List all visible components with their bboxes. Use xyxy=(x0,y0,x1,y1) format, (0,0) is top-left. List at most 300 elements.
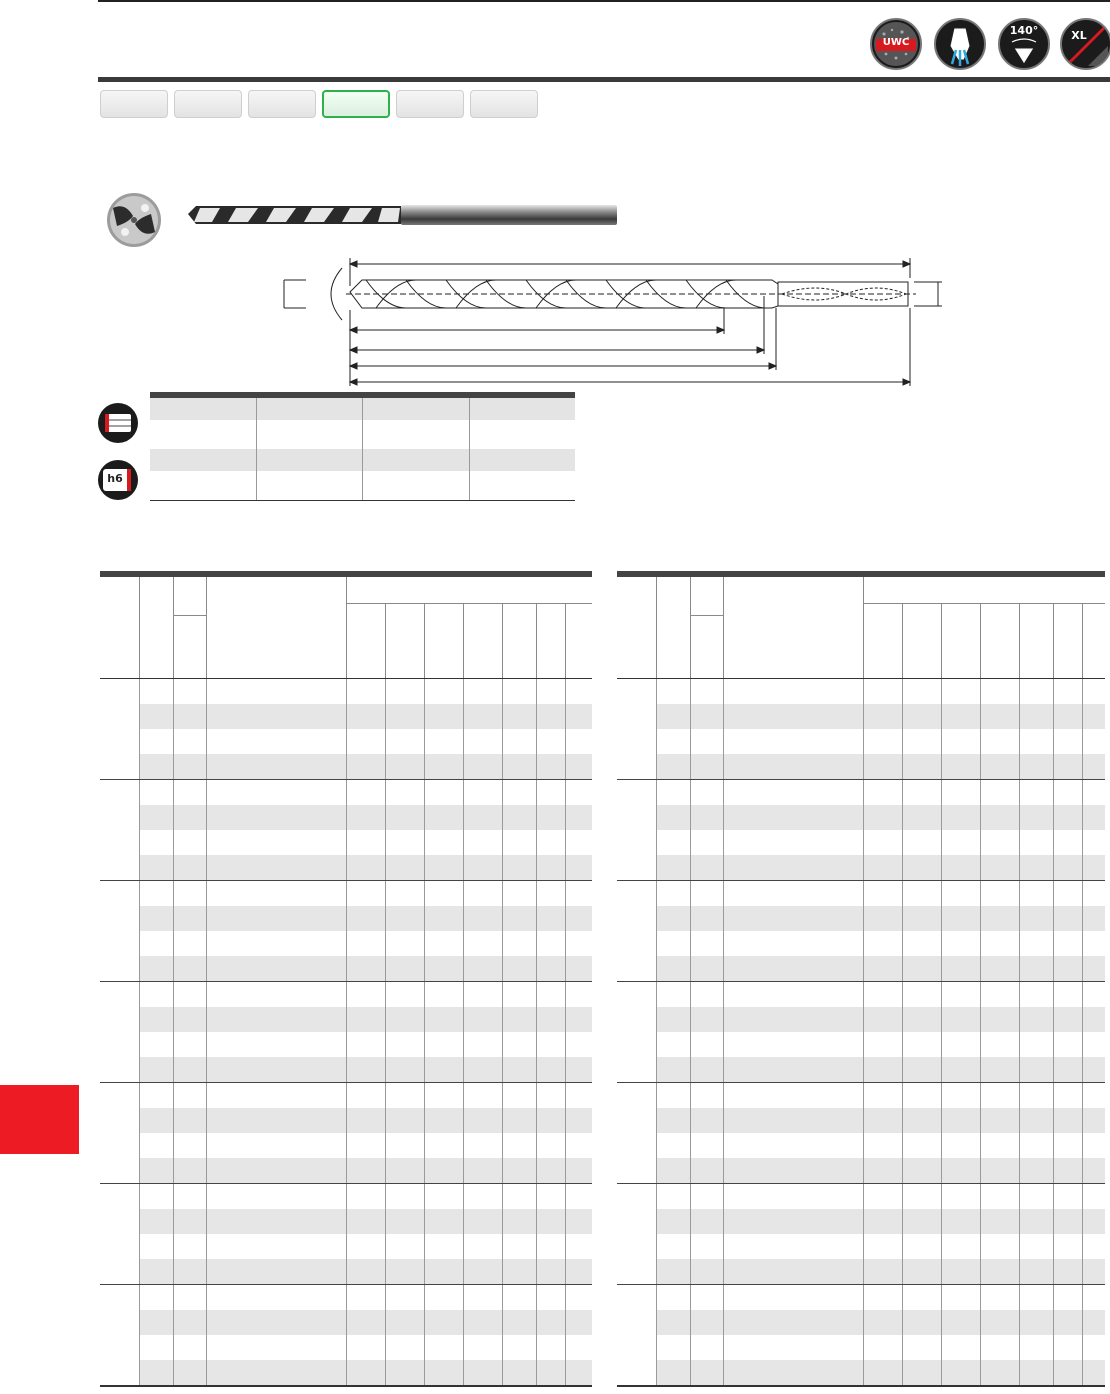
table-cell xyxy=(463,679,502,704)
table-cell xyxy=(424,1234,463,1259)
table-cell xyxy=(1019,881,1053,906)
table-cell xyxy=(690,1335,723,1360)
table-cell xyxy=(502,1335,536,1360)
table-row xyxy=(656,1184,1105,1209)
table-cell xyxy=(656,1057,690,1082)
table-row xyxy=(656,780,1105,805)
table-cell xyxy=(690,1310,723,1335)
table-cell xyxy=(565,1360,592,1385)
table-cell xyxy=(173,1032,206,1057)
table-cell xyxy=(1053,754,1082,779)
table-row xyxy=(139,1158,592,1183)
table-cell xyxy=(565,982,592,1007)
table-cell xyxy=(980,1310,1019,1335)
shank-tolerance-label: h6 xyxy=(107,472,123,485)
table-cell xyxy=(139,679,173,704)
table-row xyxy=(139,931,592,956)
coolant-badge-icon xyxy=(934,18,986,70)
table-cell xyxy=(173,1133,206,1158)
table-cell xyxy=(424,1133,463,1158)
table-row xyxy=(656,956,1105,981)
table-cell xyxy=(173,1335,206,1360)
table-cell xyxy=(502,881,536,906)
table-cell xyxy=(424,1083,463,1108)
table-row xyxy=(656,679,1105,704)
table-cell xyxy=(941,906,980,931)
table-cell xyxy=(656,780,690,805)
table-row xyxy=(139,906,592,931)
table-cell xyxy=(173,1184,206,1209)
table-cell xyxy=(1082,982,1105,1007)
table-cell xyxy=(1053,881,1082,906)
table-cell xyxy=(565,1209,592,1234)
table-cell xyxy=(424,881,463,906)
table-cell xyxy=(656,956,690,981)
table-cell xyxy=(463,1335,502,1360)
table-cell xyxy=(424,1032,463,1057)
table-cell xyxy=(1019,1209,1053,1234)
table-cell xyxy=(139,780,173,805)
group-label-cell xyxy=(100,780,139,880)
table-row xyxy=(656,1108,1105,1133)
table-cell xyxy=(1082,1285,1105,1310)
table-cell xyxy=(346,1057,385,1082)
table-row xyxy=(139,1234,592,1259)
table-cell xyxy=(139,1184,173,1209)
table-cell xyxy=(941,956,980,981)
table-cell xyxy=(463,881,502,906)
table-cell xyxy=(565,1108,592,1133)
table-cell xyxy=(980,1360,1019,1385)
table-cell xyxy=(424,1108,463,1133)
table-cell xyxy=(385,982,424,1007)
table-cell xyxy=(206,881,346,906)
right-table-row-group xyxy=(617,679,1105,780)
group-label-cell xyxy=(617,881,656,981)
table-cell xyxy=(690,855,723,880)
spec-table-bottom-rule xyxy=(150,500,575,501)
table-cell xyxy=(536,1310,565,1335)
table-cell xyxy=(346,1108,385,1133)
right-table-row-group xyxy=(617,1083,1105,1184)
table-cell xyxy=(690,729,723,754)
table-cell xyxy=(980,906,1019,931)
table-cell xyxy=(502,754,536,779)
table-row xyxy=(139,1057,592,1082)
table-cell xyxy=(139,1234,173,1259)
table-cell xyxy=(206,754,346,779)
table-cell xyxy=(346,1007,385,1032)
table-cell xyxy=(346,1285,385,1310)
table-cell xyxy=(565,931,592,956)
table-cell xyxy=(536,1360,565,1385)
table-cell xyxy=(565,754,592,779)
table-cell xyxy=(863,956,902,981)
table-cell xyxy=(1082,704,1105,729)
uwc-badge-icon xyxy=(870,18,922,70)
table-cell xyxy=(1053,982,1082,1007)
table-cell xyxy=(1082,1184,1105,1209)
table-cell xyxy=(139,1032,173,1057)
table-cell xyxy=(980,931,1019,956)
table-cell xyxy=(980,830,1019,855)
table-cell xyxy=(346,830,385,855)
table-cell xyxy=(463,1007,502,1032)
table-row xyxy=(139,855,592,880)
table-cell xyxy=(463,931,502,956)
table-cell xyxy=(723,1360,863,1385)
table-cell xyxy=(1019,1158,1053,1183)
table-row xyxy=(656,805,1105,830)
table-cell xyxy=(902,1310,941,1335)
table-cell xyxy=(424,754,463,779)
table-cell xyxy=(346,931,385,956)
table-row xyxy=(656,1133,1105,1158)
table-cell xyxy=(424,1007,463,1032)
table-cell xyxy=(941,830,980,855)
point-angle-badge-label: 140° xyxy=(1009,24,1039,37)
table-row xyxy=(139,729,592,754)
table-row xyxy=(656,855,1105,880)
table-cell xyxy=(1019,1083,1053,1108)
table-cell xyxy=(980,729,1019,754)
table-cell xyxy=(902,780,941,805)
table-cell xyxy=(502,1007,536,1032)
table-cell xyxy=(536,1259,565,1284)
table-cell xyxy=(690,1158,723,1183)
table-cell xyxy=(723,982,863,1007)
table-cell xyxy=(690,830,723,855)
spec-cell xyxy=(470,398,576,420)
table-cell xyxy=(173,931,206,956)
table-cell xyxy=(941,1360,980,1385)
table-cell xyxy=(656,1285,690,1310)
table-row xyxy=(139,1335,592,1360)
table-cell xyxy=(385,830,424,855)
table-cell xyxy=(1082,1259,1105,1284)
table-cell xyxy=(980,1007,1019,1032)
table-cell xyxy=(536,1158,565,1183)
table-cell xyxy=(1053,1259,1082,1284)
table-cell xyxy=(139,1108,173,1133)
table-cell xyxy=(863,906,902,931)
table-cell xyxy=(690,1032,723,1057)
table-cell xyxy=(565,1133,592,1158)
table-cell xyxy=(656,805,690,830)
table-cell xyxy=(1053,956,1082,981)
table-cell xyxy=(206,1310,346,1335)
table-cell xyxy=(139,805,173,830)
table-row xyxy=(139,956,592,981)
table-cell xyxy=(536,1335,565,1360)
table-cell xyxy=(656,729,690,754)
table-cell xyxy=(941,1032,980,1057)
table-cell xyxy=(463,956,502,981)
table-cell xyxy=(206,1360,346,1385)
table-cell xyxy=(690,1057,723,1082)
table-cell xyxy=(424,830,463,855)
table-cell xyxy=(463,704,502,729)
table-cell xyxy=(723,754,863,779)
tab-4-active[interactable] xyxy=(322,90,390,118)
table-cell xyxy=(206,931,346,956)
table-row xyxy=(656,1360,1105,1385)
table-cell xyxy=(980,1083,1019,1108)
table-cell xyxy=(1082,754,1105,779)
table-cell xyxy=(139,1209,173,1234)
table-cell xyxy=(723,1209,863,1234)
table-cell xyxy=(463,1259,502,1284)
table-cell xyxy=(346,1209,385,1234)
table-cell xyxy=(536,830,565,855)
left-table-row-group xyxy=(100,1285,592,1387)
table-row xyxy=(139,1209,592,1234)
table-cell xyxy=(502,931,536,956)
table-cell xyxy=(206,1032,346,1057)
table-row xyxy=(139,1133,592,1158)
table-cell xyxy=(346,780,385,805)
table-cell xyxy=(1019,1108,1053,1133)
table-row xyxy=(656,1007,1105,1032)
table-cell xyxy=(139,855,173,880)
table-cell xyxy=(1019,982,1053,1007)
table-cell xyxy=(424,704,463,729)
table-cell xyxy=(346,805,385,830)
table-cell xyxy=(1053,1158,1082,1183)
table-cell xyxy=(1082,679,1105,704)
tab-3[interactable] xyxy=(248,90,316,118)
table-cell xyxy=(941,1108,980,1133)
table-cell xyxy=(656,1108,690,1133)
table-cell xyxy=(385,1234,424,1259)
tab-1[interactable] xyxy=(100,90,168,118)
table-cell xyxy=(690,1184,723,1209)
table-cell xyxy=(385,1285,424,1310)
table-cell xyxy=(463,1032,502,1057)
table-cell xyxy=(941,855,980,880)
table-cell xyxy=(1019,1335,1053,1360)
table-row xyxy=(656,704,1105,729)
table-cell xyxy=(723,1184,863,1209)
table-row xyxy=(656,754,1105,779)
tab-5[interactable] xyxy=(396,90,464,118)
table-cell xyxy=(139,1083,173,1108)
table-cell xyxy=(902,704,941,729)
table-cell xyxy=(723,1007,863,1032)
spec-cell xyxy=(470,420,576,449)
table-cell xyxy=(536,780,565,805)
table-cell xyxy=(902,881,941,906)
table-cell xyxy=(690,704,723,729)
table-cell xyxy=(206,1108,346,1133)
table-cell xyxy=(346,982,385,1007)
table-cell xyxy=(902,1360,941,1385)
table-cell xyxy=(502,855,536,880)
table-cell xyxy=(502,956,536,981)
table-cell xyxy=(536,881,565,906)
table-cell xyxy=(346,754,385,779)
table-row xyxy=(656,1057,1105,1082)
table-cell xyxy=(902,1335,941,1360)
table-cell xyxy=(206,1285,346,1310)
table-cell xyxy=(173,1259,206,1284)
table-cell xyxy=(656,1133,690,1158)
table-cell xyxy=(723,1158,863,1183)
section-side-tab[interactable] xyxy=(0,1085,79,1154)
table-cell xyxy=(863,1057,902,1082)
spec-cell xyxy=(257,471,364,500)
tab-2[interactable] xyxy=(174,90,242,118)
table-cell xyxy=(173,679,206,704)
table-cell xyxy=(980,1184,1019,1209)
table-cell xyxy=(1053,1007,1082,1032)
group-label-cell xyxy=(617,679,656,779)
table-cell xyxy=(206,1184,346,1209)
table-cell xyxy=(424,679,463,704)
table-cell xyxy=(723,1108,863,1133)
table-cell xyxy=(536,956,565,981)
table-row xyxy=(656,982,1105,1007)
table-cell xyxy=(463,830,502,855)
table-cell xyxy=(690,805,723,830)
table-cell xyxy=(863,1007,902,1032)
table-cell xyxy=(463,1285,502,1310)
table-cell xyxy=(1053,679,1082,704)
table-cell xyxy=(385,881,424,906)
table-cell xyxy=(1053,1360,1082,1385)
table-cell xyxy=(206,1234,346,1259)
table-cell xyxy=(690,1133,723,1158)
table-cell xyxy=(173,805,206,830)
table-row xyxy=(656,1234,1105,1259)
table-cell xyxy=(902,1285,941,1310)
table-cell xyxy=(463,855,502,880)
table-cell xyxy=(424,780,463,805)
table-cell xyxy=(385,1259,424,1284)
table-cell xyxy=(206,780,346,805)
table-cell xyxy=(723,780,863,805)
table-cell xyxy=(1019,679,1053,704)
table-cell xyxy=(863,1108,902,1133)
table-cell xyxy=(863,1032,902,1057)
table-cell xyxy=(139,982,173,1007)
table-cell xyxy=(173,982,206,1007)
table-cell xyxy=(385,1209,424,1234)
left-table-row-group xyxy=(100,1083,592,1184)
table-cell xyxy=(941,1083,980,1108)
table-row xyxy=(656,1083,1105,1108)
group-label-cell xyxy=(617,982,656,1082)
table-cell xyxy=(502,1310,536,1335)
table-cell xyxy=(1053,931,1082,956)
table-cell xyxy=(1082,780,1105,805)
table-cell xyxy=(173,1310,206,1335)
table-cell xyxy=(902,754,941,779)
table-cell xyxy=(346,1360,385,1385)
table-cell xyxy=(902,906,941,931)
table-cell xyxy=(385,704,424,729)
table-row xyxy=(139,982,592,1007)
table-cell xyxy=(173,704,206,729)
table-cell xyxy=(502,1360,536,1385)
table-cell xyxy=(565,1285,592,1310)
table-cell xyxy=(173,881,206,906)
table-cell xyxy=(863,805,902,830)
table-cell xyxy=(385,906,424,931)
table-cell xyxy=(424,1335,463,1360)
table-cell xyxy=(941,1184,980,1209)
table-cell xyxy=(980,754,1019,779)
table-cell xyxy=(980,1032,1019,1057)
table-cell xyxy=(502,1032,536,1057)
table-cell xyxy=(139,956,173,981)
table-cell xyxy=(1053,1032,1082,1057)
group-label-cell xyxy=(100,679,139,779)
tab-6[interactable] xyxy=(470,90,538,118)
spec-cell xyxy=(363,471,470,500)
right-table-row-group xyxy=(617,1285,1105,1387)
table-cell xyxy=(385,1335,424,1360)
table-cell xyxy=(656,855,690,880)
table-cell xyxy=(173,1360,206,1385)
table-cell xyxy=(1082,1209,1105,1234)
table-cell xyxy=(139,1360,173,1385)
table-cell xyxy=(173,1007,206,1032)
table-cell xyxy=(346,1234,385,1259)
table-cell xyxy=(863,780,902,805)
table-cell xyxy=(463,754,502,779)
table-cell xyxy=(565,704,592,729)
table-cell xyxy=(502,1285,536,1310)
table-cell xyxy=(385,1184,424,1209)
xl-badge-icon xyxy=(1060,18,1110,70)
table-cell xyxy=(139,1133,173,1158)
table-cell xyxy=(941,1259,980,1284)
table-cell xyxy=(463,729,502,754)
table-cell xyxy=(536,1209,565,1234)
table-cell xyxy=(723,830,863,855)
table-cell xyxy=(536,1285,565,1310)
table-cell xyxy=(863,1234,902,1259)
table-cell xyxy=(863,1360,902,1385)
table-cell xyxy=(941,1057,980,1082)
table-cell xyxy=(690,1007,723,1032)
table-cell xyxy=(502,1108,536,1133)
table-cell xyxy=(1082,805,1105,830)
left-table-row-group xyxy=(100,1184,592,1285)
table-cell xyxy=(502,780,536,805)
table-cell xyxy=(863,754,902,779)
table-cell xyxy=(723,906,863,931)
table-cell xyxy=(173,1083,206,1108)
drill-photo xyxy=(186,202,620,230)
table-cell xyxy=(1053,1335,1082,1360)
table-cell xyxy=(424,982,463,1007)
table-cell xyxy=(902,931,941,956)
table-cell xyxy=(346,1083,385,1108)
table-cell xyxy=(941,729,980,754)
table-cell xyxy=(656,1158,690,1183)
table-cell xyxy=(139,1007,173,1032)
spec-cell xyxy=(470,449,576,471)
table-cell xyxy=(723,704,863,729)
group-label-cell xyxy=(617,1083,656,1183)
table-cell xyxy=(863,830,902,855)
table-cell xyxy=(1019,1007,1053,1032)
table-cell xyxy=(902,1108,941,1133)
table-row xyxy=(139,1032,592,1057)
table-cell xyxy=(173,1158,206,1183)
